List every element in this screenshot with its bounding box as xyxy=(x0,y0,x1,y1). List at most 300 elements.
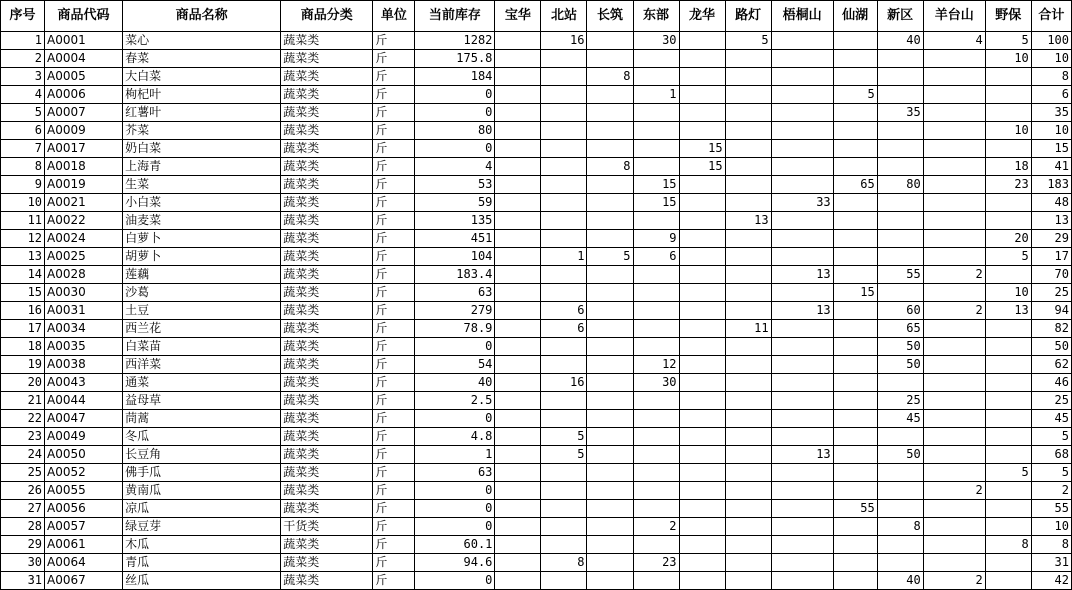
table-cell[interactable]: 蔬菜类 xyxy=(281,320,373,338)
table-cell[interactable] xyxy=(833,482,877,500)
table-cell[interactable]: 蔬菜类 xyxy=(281,194,373,212)
table-cell[interactable]: 15 xyxy=(679,140,725,158)
table-cell[interactable] xyxy=(541,230,587,248)
table-cell[interactable]: 5 xyxy=(725,32,771,50)
table-cell[interactable]: 蔬菜类 xyxy=(281,32,373,50)
table-cell[interactable] xyxy=(985,446,1031,464)
table-cell[interactable] xyxy=(541,104,587,122)
table-cell[interactable] xyxy=(679,248,725,266)
table-cell[interactable]: 佛手瓜 xyxy=(123,464,281,482)
table-cell[interactable]: 3 xyxy=(1,68,45,86)
table-cell[interactable] xyxy=(833,32,877,50)
table-cell[interactable]: 2 xyxy=(923,572,985,590)
table-cell[interactable]: 丝瓜 xyxy=(123,572,281,590)
table-cell[interactable]: 41 xyxy=(1031,158,1071,176)
table-cell[interactable]: 23 xyxy=(633,554,679,572)
table-cell[interactable] xyxy=(679,284,725,302)
table-cell[interactable]: 135 xyxy=(415,212,495,230)
table-cell[interactable] xyxy=(877,50,923,68)
table-cell[interactable] xyxy=(679,320,725,338)
table-cell[interactable] xyxy=(679,518,725,536)
table-cell[interactable] xyxy=(587,86,633,104)
table-cell[interactable] xyxy=(679,356,725,374)
table-cell[interactable]: 蔬菜类 xyxy=(281,86,373,104)
column-header[interactable]: 商品分类 xyxy=(281,1,373,32)
table-cell[interactable] xyxy=(495,320,541,338)
table-cell[interactable]: 27 xyxy=(1,500,45,518)
table-cell[interactable] xyxy=(923,194,985,212)
table-cell[interactable] xyxy=(771,212,833,230)
column-header[interactable]: 序号 xyxy=(1,1,45,32)
table-cell[interactable]: 蔬菜类 xyxy=(281,464,373,482)
table-cell[interactable]: A0028 xyxy=(45,266,123,284)
table-cell[interactable] xyxy=(923,104,985,122)
table-cell[interactable]: 木瓜 xyxy=(123,536,281,554)
table-cell[interactable]: 斤 xyxy=(373,356,415,374)
table-cell[interactable]: 5 xyxy=(541,428,587,446)
table-cell[interactable] xyxy=(679,446,725,464)
column-header[interactable]: 商品代码 xyxy=(45,1,123,32)
table-cell[interactable]: 蔬菜类 xyxy=(281,68,373,86)
table-cell[interactable] xyxy=(587,464,633,482)
table-cell[interactable] xyxy=(877,284,923,302)
table-cell[interactable]: 35 xyxy=(1031,104,1071,122)
table-cell[interactable] xyxy=(633,464,679,482)
table-cell[interactable]: 104 xyxy=(415,248,495,266)
table-cell[interactable]: 斤 xyxy=(373,572,415,590)
table-cell[interactable]: 8 xyxy=(1031,68,1071,86)
table-cell[interactable] xyxy=(877,140,923,158)
table-cell[interactable] xyxy=(771,122,833,140)
table-cell[interactable]: 0 xyxy=(415,572,495,590)
table-cell[interactable]: 斤 xyxy=(373,32,415,50)
table-cell[interactable] xyxy=(495,356,541,374)
table-cell[interactable]: 蔬菜类 xyxy=(281,266,373,284)
table-cell[interactable] xyxy=(587,50,633,68)
table-cell[interactable]: 芥菜 xyxy=(123,122,281,140)
table-cell[interactable]: 5 xyxy=(541,446,587,464)
column-header[interactable]: 长筑 xyxy=(587,1,633,32)
table-cell[interactable] xyxy=(725,554,771,572)
table-cell[interactable] xyxy=(985,104,1031,122)
table-cell[interactable]: 斤 xyxy=(373,518,415,536)
table-cell[interactable] xyxy=(985,374,1031,392)
table-cell[interactable] xyxy=(771,518,833,536)
table-cell[interactable]: 451 xyxy=(415,230,495,248)
column-header[interactable]: 宝华 xyxy=(495,1,541,32)
table-cell[interactable]: 16 xyxy=(541,374,587,392)
table-cell[interactable]: 白萝卜 xyxy=(123,230,281,248)
table-cell[interactable]: 6 xyxy=(541,302,587,320)
table-cell[interactable] xyxy=(923,320,985,338)
table-cell[interactable]: A0061 xyxy=(45,536,123,554)
table-cell[interactable] xyxy=(495,176,541,194)
table-cell[interactable] xyxy=(541,284,587,302)
table-cell[interactable]: A0056 xyxy=(45,500,123,518)
table-cell[interactable]: A0049 xyxy=(45,428,123,446)
table-cell[interactable] xyxy=(587,482,633,500)
table-cell[interactable] xyxy=(495,122,541,140)
table-cell[interactable]: 68 xyxy=(1031,446,1071,464)
table-cell[interactable] xyxy=(725,158,771,176)
column-header[interactable]: 野保 xyxy=(985,1,1031,32)
table-cell[interactable]: A0019 xyxy=(45,176,123,194)
table-cell[interactable]: 斤 xyxy=(373,212,415,230)
table-cell[interactable]: 青瓜 xyxy=(123,554,281,572)
table-cell[interactable] xyxy=(923,212,985,230)
table-cell[interactable]: 8 xyxy=(587,158,633,176)
table-cell[interactable]: 21 xyxy=(1,392,45,410)
table-cell[interactable]: 斤 xyxy=(373,86,415,104)
table-cell[interactable] xyxy=(923,50,985,68)
table-cell[interactable] xyxy=(985,392,1031,410)
table-cell[interactable]: 25 xyxy=(1031,392,1071,410)
table-cell[interactable] xyxy=(877,482,923,500)
table-cell[interactable]: 17 xyxy=(1031,248,1071,266)
table-cell[interactable] xyxy=(833,104,877,122)
table-cell[interactable]: 斤 xyxy=(373,194,415,212)
table-cell[interactable]: 25 xyxy=(1,464,45,482)
table-cell[interactable]: 10 xyxy=(1,194,45,212)
table-cell[interactable] xyxy=(587,338,633,356)
table-cell[interactable] xyxy=(877,230,923,248)
table-cell[interactable] xyxy=(587,572,633,590)
table-cell[interactable]: A0025 xyxy=(45,248,123,266)
table-cell[interactable] xyxy=(679,554,725,572)
table-cell[interactable] xyxy=(877,536,923,554)
table-cell[interactable]: 4.8 xyxy=(415,428,495,446)
table-cell[interactable]: A0047 xyxy=(45,410,123,428)
table-cell[interactable] xyxy=(587,356,633,374)
table-cell[interactable]: 蔬菜类 xyxy=(281,482,373,500)
table-cell[interactable]: 斤 xyxy=(373,374,415,392)
table-cell[interactable]: 62 xyxy=(1031,356,1071,374)
table-cell[interactable]: 48 xyxy=(1031,194,1071,212)
table-cell[interactable]: A0031 xyxy=(45,302,123,320)
table-cell[interactable] xyxy=(541,356,587,374)
table-cell[interactable] xyxy=(833,320,877,338)
table-cell[interactable] xyxy=(633,428,679,446)
table-cell[interactable] xyxy=(679,410,725,428)
table-cell[interactable] xyxy=(833,446,877,464)
table-cell[interactable]: 20 xyxy=(985,230,1031,248)
table-cell[interactable] xyxy=(725,482,771,500)
table-cell[interactable] xyxy=(725,500,771,518)
table-cell[interactable]: 蔬菜类 xyxy=(281,158,373,176)
table-cell[interactable]: 184 xyxy=(415,68,495,86)
table-cell[interactable] xyxy=(833,248,877,266)
table-cell[interactable] xyxy=(633,338,679,356)
table-cell[interactable]: 斤 xyxy=(373,554,415,572)
table-cell[interactable]: 0 xyxy=(415,86,495,104)
table-cell[interactable]: 奶白菜 xyxy=(123,140,281,158)
table-cell[interactable]: 蔬菜类 xyxy=(281,338,373,356)
column-header[interactable]: 东部 xyxy=(633,1,679,32)
table-cell[interactable]: 50 xyxy=(877,446,923,464)
table-cell[interactable] xyxy=(877,158,923,176)
table-cell[interactable] xyxy=(587,122,633,140)
table-cell[interactable]: A0055 xyxy=(45,482,123,500)
table-cell[interactable]: 0 xyxy=(415,338,495,356)
table-cell[interactable]: 0 xyxy=(415,518,495,536)
table-cell[interactable]: 长豆角 xyxy=(123,446,281,464)
table-cell[interactable] xyxy=(771,482,833,500)
table-cell[interactable] xyxy=(587,176,633,194)
table-cell[interactable] xyxy=(679,464,725,482)
table-cell[interactable]: 4 xyxy=(923,32,985,50)
table-cell[interactable] xyxy=(587,410,633,428)
table-cell[interactable] xyxy=(877,464,923,482)
table-cell[interactable]: 80 xyxy=(877,176,923,194)
table-cell[interactable] xyxy=(587,536,633,554)
table-cell[interactable] xyxy=(679,32,725,50)
table-cell[interactable]: 40 xyxy=(877,32,923,50)
table-cell[interactable] xyxy=(833,212,877,230)
table-cell[interactable]: A0052 xyxy=(45,464,123,482)
table-cell[interactable] xyxy=(587,32,633,50)
table-cell[interactable]: 13 xyxy=(771,446,833,464)
table-cell[interactable]: 15 xyxy=(633,176,679,194)
table-cell[interactable]: 94 xyxy=(1031,302,1071,320)
table-cell[interactable]: 45 xyxy=(1031,410,1071,428)
table-cell[interactable]: 白菜苗 xyxy=(123,338,281,356)
table-cell[interactable]: 5 xyxy=(1031,464,1071,482)
table-cell[interactable] xyxy=(833,302,877,320)
table-cell[interactable] xyxy=(541,86,587,104)
table-cell[interactable]: 183 xyxy=(1031,176,1071,194)
table-cell[interactable] xyxy=(771,86,833,104)
table-cell[interactable] xyxy=(833,428,877,446)
table-cell[interactable]: 14 xyxy=(1,266,45,284)
table-cell[interactable]: 8 xyxy=(1,158,45,176)
table-cell[interactable]: 25 xyxy=(877,392,923,410)
table-cell[interactable] xyxy=(679,212,725,230)
table-cell[interactable] xyxy=(495,50,541,68)
table-cell[interactable] xyxy=(587,140,633,158)
table-cell[interactable]: 9 xyxy=(633,230,679,248)
table-cell[interactable]: A0017 xyxy=(45,140,123,158)
table-cell[interactable]: 18 xyxy=(1,338,45,356)
table-cell[interactable]: 29 xyxy=(1031,230,1071,248)
table-cell[interactable] xyxy=(495,140,541,158)
table-cell[interactable]: 30 xyxy=(633,374,679,392)
table-cell[interactable]: 16 xyxy=(1,302,45,320)
table-cell[interactable] xyxy=(985,320,1031,338)
table-cell[interactable]: 蔬菜类 xyxy=(281,302,373,320)
table-cell[interactable]: 6 xyxy=(541,320,587,338)
table-cell[interactable]: 9 xyxy=(1,176,45,194)
table-cell[interactable]: 11 xyxy=(1,212,45,230)
table-cell[interactable]: 8 xyxy=(985,536,1031,554)
table-cell[interactable]: 蔬菜类 xyxy=(281,554,373,572)
table-cell[interactable] xyxy=(923,500,985,518)
table-cell[interactable]: 春菜 xyxy=(123,50,281,68)
table-cell[interactable]: 54 xyxy=(415,356,495,374)
table-cell[interactable] xyxy=(587,428,633,446)
table-cell[interactable]: 19 xyxy=(1,356,45,374)
table-cell[interactable] xyxy=(771,320,833,338)
table-cell[interactable]: 28 xyxy=(1,518,45,536)
table-cell[interactable]: 6 xyxy=(633,248,679,266)
table-cell[interactable] xyxy=(985,554,1031,572)
table-cell[interactable]: A0009 xyxy=(45,122,123,140)
table-cell[interactable]: 4 xyxy=(1,86,45,104)
table-cell[interactable]: 干货类 xyxy=(281,518,373,536)
table-cell[interactable]: 冬瓜 xyxy=(123,428,281,446)
table-cell[interactable] xyxy=(679,392,725,410)
table-cell[interactable] xyxy=(587,320,633,338)
table-cell[interactable] xyxy=(541,410,587,428)
table-cell[interactable] xyxy=(923,446,985,464)
table-cell[interactable] xyxy=(771,338,833,356)
table-cell[interactable]: 55 xyxy=(833,500,877,518)
table-cell[interactable] xyxy=(541,140,587,158)
table-cell[interactable]: A0035 xyxy=(45,338,123,356)
table-cell[interactable]: 西洋菜 xyxy=(123,356,281,374)
table-cell[interactable] xyxy=(541,176,587,194)
table-cell[interactable] xyxy=(633,536,679,554)
table-cell[interactable] xyxy=(679,266,725,284)
table-cell[interactable]: 大白菜 xyxy=(123,68,281,86)
table-cell[interactable]: 31 xyxy=(1,572,45,590)
table-cell[interactable] xyxy=(541,500,587,518)
table-cell[interactable]: 12 xyxy=(1,230,45,248)
table-cell[interactable]: 60.1 xyxy=(415,536,495,554)
table-cell[interactable] xyxy=(679,194,725,212)
table-cell[interactable]: 40 xyxy=(877,572,923,590)
table-cell[interactable]: 65 xyxy=(877,320,923,338)
table-cell[interactable]: 6 xyxy=(1031,86,1071,104)
table-cell[interactable] xyxy=(923,230,985,248)
table-cell[interactable]: 蔬菜类 xyxy=(281,176,373,194)
table-cell[interactable]: 10 xyxy=(1031,50,1071,68)
table-cell[interactable]: 23 xyxy=(1,428,45,446)
table-cell[interactable] xyxy=(833,356,877,374)
table-cell[interactable] xyxy=(495,500,541,518)
table-cell[interactable] xyxy=(833,266,877,284)
table-cell[interactable] xyxy=(833,230,877,248)
table-cell[interactable] xyxy=(923,536,985,554)
table-cell[interactable]: 33 xyxy=(771,194,833,212)
table-cell[interactable] xyxy=(985,194,1031,212)
table-cell[interactable] xyxy=(587,446,633,464)
table-cell[interactable] xyxy=(771,500,833,518)
table-cell[interactable] xyxy=(541,392,587,410)
table-cell[interactable] xyxy=(923,86,985,104)
table-cell[interactable]: 斤 xyxy=(373,140,415,158)
table-cell[interactable]: 12 xyxy=(633,356,679,374)
table-cell[interactable]: 6 xyxy=(1,122,45,140)
table-cell[interactable] xyxy=(495,212,541,230)
table-cell[interactable]: 55 xyxy=(1031,500,1071,518)
table-cell[interactable] xyxy=(495,536,541,554)
table-cell[interactable]: 斤 xyxy=(373,392,415,410)
table-cell[interactable] xyxy=(725,572,771,590)
table-cell[interactable] xyxy=(541,158,587,176)
table-cell[interactable] xyxy=(771,284,833,302)
table-cell[interactable]: 斤 xyxy=(373,500,415,518)
table-cell[interactable] xyxy=(541,518,587,536)
column-header[interactable]: 仙湖 xyxy=(833,1,877,32)
table-cell[interactable]: 50 xyxy=(877,356,923,374)
table-cell[interactable] xyxy=(985,86,1031,104)
table-cell[interactable] xyxy=(633,320,679,338)
table-cell[interactable]: 斤 xyxy=(373,428,415,446)
column-header[interactable]: 梧桐山 xyxy=(771,1,833,32)
table-cell[interactable]: 100 xyxy=(1031,32,1071,50)
table-cell[interactable] xyxy=(495,428,541,446)
column-header[interactable]: 羊台山 xyxy=(923,1,985,32)
table-cell[interactable] xyxy=(771,176,833,194)
table-cell[interactable] xyxy=(833,392,877,410)
table-cell[interactable] xyxy=(833,464,877,482)
table-cell[interactable]: 蔬菜类 xyxy=(281,536,373,554)
table-cell[interactable]: A0006 xyxy=(45,86,123,104)
table-cell[interactable]: 5 xyxy=(587,248,633,266)
table-cell[interactable]: 蔬菜类 xyxy=(281,392,373,410)
table-cell[interactable] xyxy=(833,572,877,590)
table-cell[interactable]: 55 xyxy=(877,266,923,284)
table-cell[interactable] xyxy=(725,140,771,158)
table-cell[interactable]: 15 xyxy=(633,194,679,212)
table-cell[interactable] xyxy=(985,338,1031,356)
table-cell[interactable] xyxy=(985,518,1031,536)
table-cell[interactable] xyxy=(833,68,877,86)
table-cell[interactable]: 13 xyxy=(985,302,1031,320)
table-cell[interactable]: 胡萝卜 xyxy=(123,248,281,266)
table-cell[interactable]: A0050 xyxy=(45,446,123,464)
table-cell[interactable] xyxy=(633,266,679,284)
table-cell[interactable] xyxy=(771,230,833,248)
table-cell[interactable]: 82 xyxy=(1031,320,1071,338)
table-cell[interactable] xyxy=(587,266,633,284)
table-cell[interactable] xyxy=(985,572,1031,590)
table-cell[interactable] xyxy=(771,428,833,446)
table-cell[interactable] xyxy=(495,338,541,356)
table-cell[interactable]: 10 xyxy=(1031,122,1071,140)
table-cell[interactable] xyxy=(725,518,771,536)
table-cell[interactable] xyxy=(923,248,985,266)
table-cell[interactable]: 绿豆芽 xyxy=(123,518,281,536)
table-cell[interactable] xyxy=(771,68,833,86)
table-cell[interactable]: 7 xyxy=(1,140,45,158)
table-cell[interactable] xyxy=(495,32,541,50)
table-cell[interactable] xyxy=(495,518,541,536)
table-cell[interactable]: A0057 xyxy=(45,518,123,536)
table-cell[interactable]: 50 xyxy=(1031,338,1071,356)
table-cell[interactable] xyxy=(725,86,771,104)
table-cell[interactable] xyxy=(771,140,833,158)
column-header[interactable]: 北站 xyxy=(541,1,587,32)
table-cell[interactable] xyxy=(633,212,679,230)
table-cell[interactable] xyxy=(923,374,985,392)
column-header[interactable]: 新区 xyxy=(877,1,923,32)
table-cell[interactable]: A0021 xyxy=(45,194,123,212)
table-cell[interactable] xyxy=(771,104,833,122)
table-cell[interactable] xyxy=(771,554,833,572)
table-cell[interactable]: 13 xyxy=(771,302,833,320)
table-cell[interactable] xyxy=(495,302,541,320)
table-cell[interactable]: 20 xyxy=(1,374,45,392)
table-cell[interactable]: 斤 xyxy=(373,302,415,320)
table-cell[interactable]: A0018 xyxy=(45,158,123,176)
table-cell[interactable] xyxy=(541,464,587,482)
table-cell[interactable]: 蔬菜类 xyxy=(281,428,373,446)
table-cell[interactable]: 蔬菜类 xyxy=(281,356,373,374)
table-cell[interactable]: 175.8 xyxy=(415,50,495,68)
table-cell[interactable]: 183.4 xyxy=(415,266,495,284)
table-cell[interactable]: 2 xyxy=(1031,482,1071,500)
